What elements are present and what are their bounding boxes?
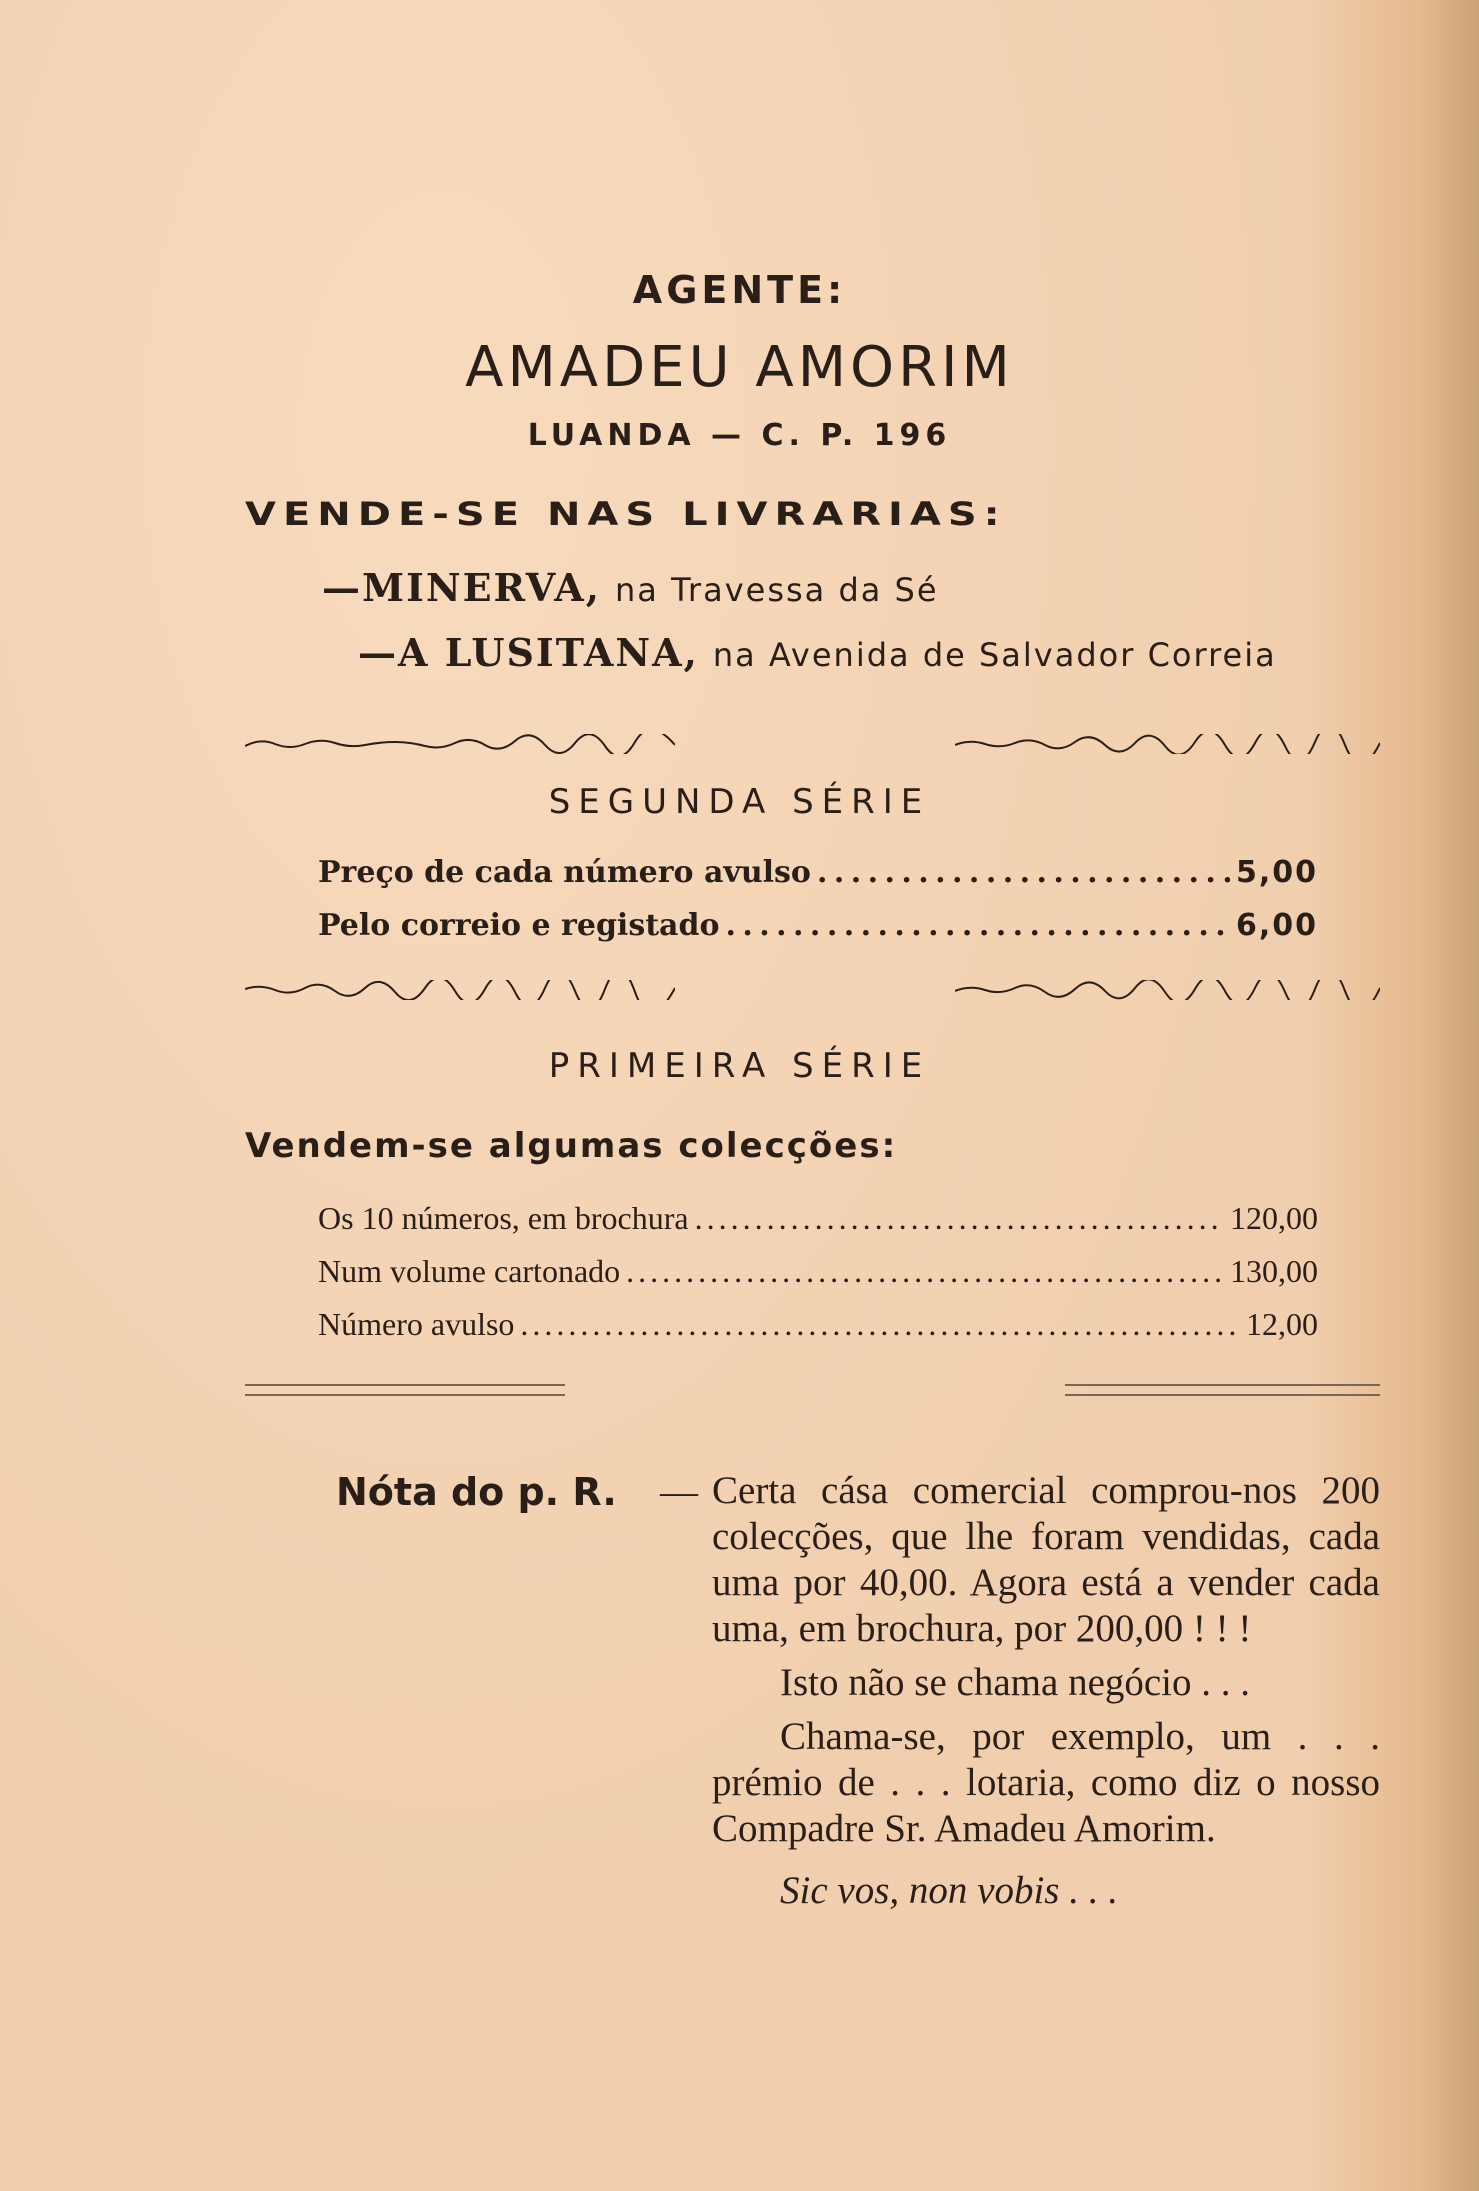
- dot-leader: [695, 1200, 1224, 1237]
- bookstore-address: na Travessa da Sé: [615, 571, 939, 609]
- nota-body: [712, 1468, 1380, 1914]
- nota-dash: —: [660, 1471, 698, 1513]
- dot-leader: [725, 908, 1229, 943]
- double-rule-left: [245, 1384, 565, 1396]
- double-rule-right: [1065, 1384, 1380, 1396]
- bookstore-name: —A LUSITANA,: [358, 630, 699, 675]
- price-value: 120,00: [1230, 1200, 1318, 1236]
- nota-paragraph: Isto não se chama negócio . . .: [780, 1661, 1251, 1704]
- wave-divider-right: [955, 980, 1380, 1000]
- price-row: [318, 908, 1318, 943]
- nota-label: Nóta do p. R.: [336, 1470, 617, 1514]
- bookstore-lusitana: [358, 630, 1277, 675]
- price-row: [318, 1253, 1318, 1290]
- wave-divider-right: [955, 734, 1380, 754]
- agent-location: LUANDA — C. P. 196: [527, 418, 952, 453]
- segunda-serie-title: SEGUNDA SÉRIE: [548, 782, 931, 822]
- wave-divider-left: [245, 734, 675, 754]
- bookstores-title: VENDE-SE NAS LIVRARIAS:: [245, 496, 1007, 533]
- price-value: 12,00: [1246, 1306, 1318, 1342]
- dot-leader: [817, 855, 1230, 890]
- price-label: Pelo correio e registado: [318, 908, 720, 943]
- wave-divider-left: [245, 980, 675, 1000]
- primeira-serie-title: PRIMEIRA SÉRIE: [548, 1046, 931, 1086]
- bookstore-name: —MINERVA,: [322, 565, 602, 610]
- price-label: Os 10 números, em brochura: [318, 1200, 689, 1236]
- price-label: Número avulso: [318, 1306, 515, 1342]
- agent-label: AGENTE:: [632, 268, 847, 312]
- price-value: 130,00: [1230, 1253, 1318, 1289]
- bookstore-address: na Avenida de Salvador Correia: [712, 636, 1277, 674]
- nota-signature: Sic vos, non vobis . . .: [780, 1869, 1118, 1912]
- dot-leader: [520, 1306, 1240, 1343]
- nota-paragraph: Chama-se, por exemplo, um . . . prémio de . . . lotaria, como diz o nosso Compadre Sr. Amadeu Amorim.: [712, 1715, 1380, 1850]
- price-label: Num volume cartonado: [318, 1253, 621, 1289]
- price-value: 5,00: [1235, 855, 1318, 890]
- agent-name: AMADEU AMORIM: [465, 335, 1014, 400]
- price-row: [318, 1306, 1318, 1343]
- price-value: 6,00: [1235, 908, 1318, 943]
- primeira-serie-subtitle: Vendem-se algumas colecções:: [245, 1126, 898, 1166]
- price-label: Preço de cada número avulso: [318, 855, 811, 890]
- price-row: [318, 855, 1318, 890]
- nota-paragraph: Certa cása comercial comprou-nos 200 colecções, que lhe foram vendidas, cada uma por 40,00. Agora está a vender cada uma, em brochura, por 200,00 ! ! !: [712, 1469, 1380, 1650]
- price-row: [318, 1200, 1318, 1237]
- bookstore-minerva: [322, 565, 939, 610]
- dot-leader: [626, 1253, 1224, 1290]
